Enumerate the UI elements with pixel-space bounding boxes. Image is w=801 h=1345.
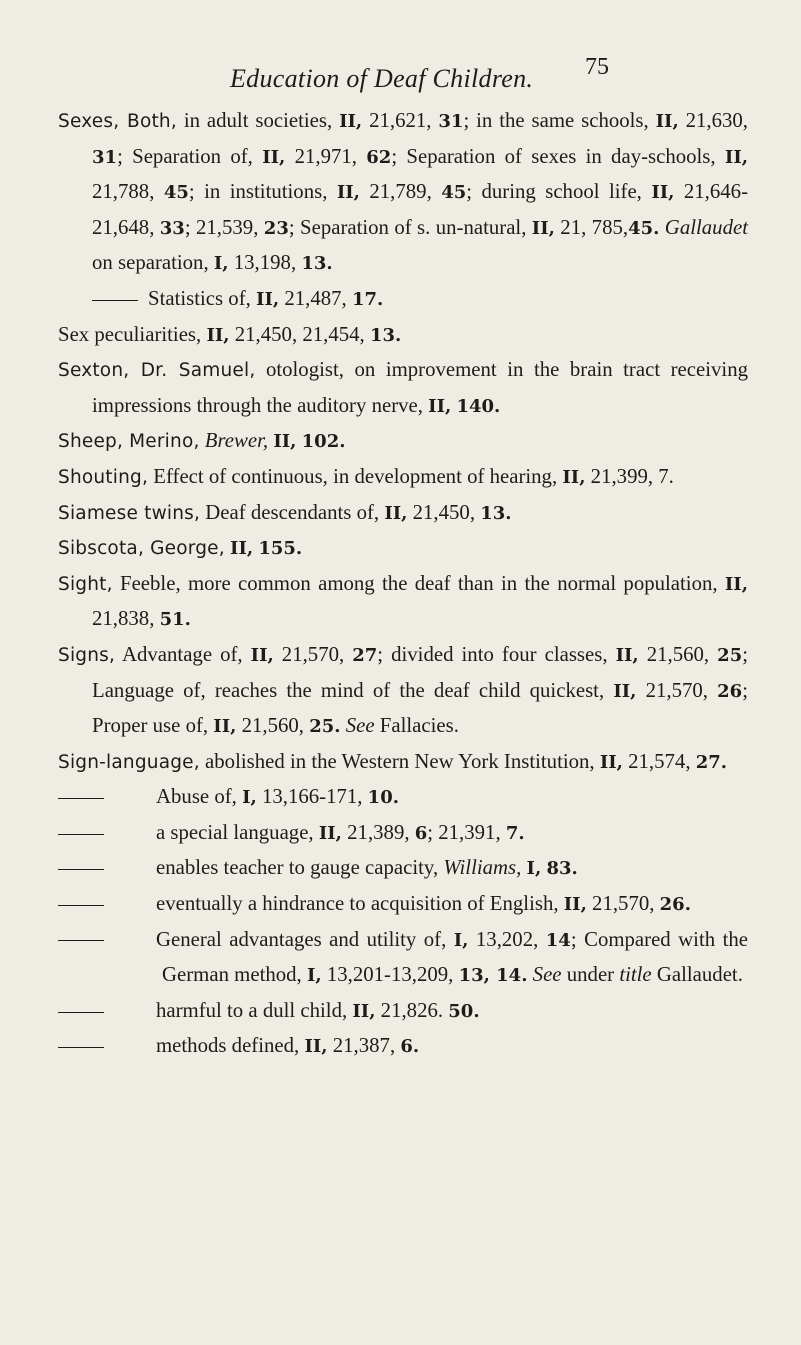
volume-ref: II, (531, 217, 555, 239)
entry-term: Sex peculiarities, (58, 322, 202, 346)
index-subentry-statistics (58, 282, 748, 318)
page-ref: 45 (163, 182, 189, 204)
entry-text: 21,788, (92, 180, 164, 204)
entry-term: Shouting, (58, 466, 149, 488)
entry-text: a special language, (156, 820, 319, 844)
index-entry-sight (58, 567, 748, 638)
ditto-dashes (58, 851, 156, 886)
entry-text: 13,166-171, (256, 785, 368, 809)
entry-text: 21,399, 7. (585, 464, 674, 488)
author-name: Williams, (443, 856, 522, 880)
index-entry-sign-language (58, 745, 748, 781)
volume-ref: II, (384, 502, 408, 524)
page-ref: 17. (351, 288, 384, 310)
index-subentry-enables-teacher (58, 851, 748, 887)
entry-text: harmful to a dull child, (156, 998, 353, 1022)
ditto-dashes (58, 887, 156, 922)
index-subentry-general-advantages (58, 923, 748, 994)
index-subentry-methods (58, 1029, 748, 1065)
entry-text: 21,487, (279, 286, 352, 310)
page-ref: 31 (92, 146, 118, 168)
page-ref: 140. (456, 395, 501, 417)
entry-text: methods defined, (156, 1034, 305, 1058)
ditto-dashes (58, 816, 156, 851)
entry-text: 21,560, (236, 714, 310, 738)
volume-ref: II, (352, 1000, 376, 1022)
entry-term: Sexes, Both, (58, 111, 177, 132)
page-ref: 13. (301, 253, 333, 275)
page-ref: 25. (309, 716, 341, 738)
index-entry-sibscota (58, 531, 748, 567)
page-ref: 6. (400, 1036, 420, 1058)
volume-ref: II, (562, 466, 586, 488)
entry-text: 21,621, (362, 109, 439, 132)
entry-text: 21,574, (622, 749, 696, 773)
entry-text: on separation, (92, 251, 214, 275)
entry-text: ; in the same schools, (463, 109, 656, 132)
page-ref: 27. (695, 751, 728, 773)
entry-text: 21,826. (375, 998, 449, 1022)
ditto-dash (92, 300, 138, 301)
entry-text: ; Separation of, (117, 144, 263, 168)
volume-ref: I, (213, 253, 229, 275)
page-ref: 50. (448, 1000, 480, 1022)
running-title: Education of Deaf Children. (230, 64, 534, 93)
entry-text: ; Proper use of, (92, 678, 748, 738)
entry-text: 21,838, (92, 607, 160, 631)
page-ref: 45. (628, 217, 660, 239)
entry-text: 21,630, (678, 109, 749, 132)
entry-text: under (566, 963, 615, 987)
volume-ref: II, (563, 894, 587, 916)
entry-text: Gallaudet. (651, 963, 743, 987)
page-ref: 83. (546, 858, 578, 880)
page-ref: 45 (441, 182, 467, 204)
volume-ref: I, (306, 965, 322, 987)
entry-term: Sight, (58, 573, 113, 595)
index-subentry-abuse (58, 780, 748, 816)
volume-ref: II, (304, 1036, 328, 1058)
index-column (58, 104, 748, 1065)
volume-ref: II, (262, 146, 286, 168)
index-entry-shouting (58, 460, 748, 496)
ditto-dash (58, 834, 104, 835)
volume-ref: II, (213, 716, 237, 738)
entry-text: Effect of continuous, in development of hearing, (148, 464, 563, 488)
page-ref: 27 (352, 644, 378, 666)
entry-text: 21,646-21,648, (92, 180, 748, 239)
entry-text: 21,389, (341, 820, 415, 844)
entry-text: otologist, on improvement in the brain tract receiving impressions through the auditory nerve, (92, 358, 749, 417)
see-reference: See (345, 714, 375, 738)
ditto-dash (58, 1047, 104, 1048)
page-ref: 7. (505, 822, 525, 844)
volume-ref: II, (724, 146, 749, 168)
entry-text: in adult societies, (176, 109, 340, 132)
entry-text: 21,450, (407, 500, 481, 524)
entry-text: ; Separation of sexes in day-schools, (391, 144, 725, 168)
entry-text: Statistics of, (148, 286, 257, 310)
entry-text: 21,570, (636, 678, 718, 702)
page-ref: 62 (366, 146, 392, 168)
volume-ref: II, (615, 644, 639, 666)
page-ref: 33 (159, 217, 185, 239)
entry-text: ; 21,391, (427, 820, 506, 844)
entry-term: Sign-language, (58, 751, 200, 773)
index-entry-signs (58, 638, 748, 745)
entry-text: Abuse of, (156, 785, 243, 809)
page-ref: 26. (659, 894, 691, 916)
entry-text: Feeble, more common among the deaf than in the normal population, (112, 571, 725, 595)
ditto-dashes (58, 923, 156, 958)
volume-ref: II, (599, 751, 623, 773)
index-entry-sex-peculiarities (58, 318, 748, 354)
index-entry-siamese-twins (58, 496, 748, 532)
index-entry-sexton (58, 353, 748, 424)
volume-ref: II, (250, 644, 274, 666)
volume-ref: II, (651, 182, 675, 204)
page-ref: 25 (717, 644, 743, 666)
index-subentry-special-language (58, 816, 748, 852)
volume-ref: II, (724, 573, 748, 595)
entry-text: ; during school life, (466, 180, 652, 204)
page-ref: 51. (159, 609, 191, 631)
entry-term: Sheep, Merino, (58, 431, 200, 453)
entry-text: 21,450, 21,454, (229, 322, 370, 346)
ditto-dash (58, 869, 104, 870)
entry-text: 13,202, (468, 927, 546, 951)
volume-ref: I, (242, 787, 257, 809)
ditto-dashes (58, 994, 156, 1029)
ditto-dashes (58, 780, 156, 815)
entry-text: General advantages and utility of, (156, 927, 454, 951)
entry-text: ; Language of, reaches the mind of the deaf child quickest, (92, 642, 749, 702)
entry-text: ; divided into four classes, (377, 642, 616, 666)
entry-term: Siamese twins, (58, 502, 201, 524)
entry-text: Fallacies. (374, 714, 459, 738)
entry-text: 13,201-13,209, (321, 963, 459, 987)
volume-ref: II, (206, 324, 230, 346)
page-ref: 13. (369, 324, 402, 346)
entry-text: ; Separation of s. un-natural, (288, 215, 532, 239)
page-ref: 26 (717, 680, 743, 702)
index-subentry-eventually (58, 887, 748, 923)
page-number: 75 (585, 54, 609, 80)
entry-text: 13,198, (228, 251, 302, 275)
page-ref: 102. (301, 431, 346, 453)
page-ref: 14 (545, 929, 571, 951)
volume-ref: II, (256, 288, 280, 310)
entry-text: ; Compared with the German method, (162, 927, 749, 987)
entry-text: 21,971, (285, 144, 367, 168)
ditto-dash (58, 1012, 104, 1013)
entry-term: Sexton, Dr. Samuel, (58, 360, 256, 382)
entry-text: Advantage of, (115, 642, 251, 666)
volume-ref: I, (526, 858, 542, 880)
index-entry-sheep (58, 424, 748, 460)
see-reference: See (532, 963, 562, 987)
entry-text: Deaf descendants of, (200, 500, 385, 524)
see-reference: title (619, 963, 652, 987)
author-name: Brewer, (204, 429, 269, 453)
index-entry-sexes-both (58, 104, 748, 282)
entry-text: abolished in the Western New York Institution, (199, 749, 600, 773)
volume-ref: II, (339, 111, 363, 132)
entry-term: Sibscota, George, (58, 538, 225, 560)
entry-term: Signs, (58, 644, 116, 666)
ditto-dash (58, 905, 104, 906)
page-ref: 155. (258, 538, 303, 560)
volume-ref: II, (428, 395, 452, 417)
ditto-dash (58, 798, 104, 799)
entry-text: 21,570, (586, 892, 660, 916)
ditto-dashes (58, 1029, 156, 1064)
entry-text: ; 21,539, (184, 215, 264, 239)
page-ref: 13. (480, 502, 512, 524)
entry-text: 21,570, (273, 642, 353, 666)
page-header (0, 54, 801, 100)
index-subentry-harmful (58, 994, 748, 1030)
entry-text: 21, 785, (554, 215, 629, 239)
author-name: Gallaudet (664, 215, 748, 239)
page-ref: 23 (263, 217, 289, 239)
entry-text: 21,560, (638, 642, 718, 666)
entry-text: enables teacher to gauge capacity, (156, 856, 444, 880)
volume-ref: II, (273, 431, 297, 453)
volume-ref: II, (336, 182, 360, 204)
ditto-dash (58, 940, 104, 941)
page-ref: 31 (438, 111, 464, 132)
volume-ref: II, (318, 822, 342, 844)
page-ref: 13, 14. (458, 965, 528, 987)
volume-ref: II, (655, 111, 679, 132)
page-ref: 6 (414, 822, 428, 844)
volume-ref: II, (230, 538, 254, 560)
volume-ref: II, (613, 680, 637, 702)
entry-text: 21,387, (327, 1034, 401, 1058)
entry-text: ; in institutions, (188, 180, 337, 204)
volume-ref: I, (453, 929, 469, 951)
entry-text: eventually a hindrance to acquisition of English, (156, 892, 564, 916)
page-ref: 10. (367, 787, 399, 809)
entry-text: 21,789, (359, 180, 442, 204)
